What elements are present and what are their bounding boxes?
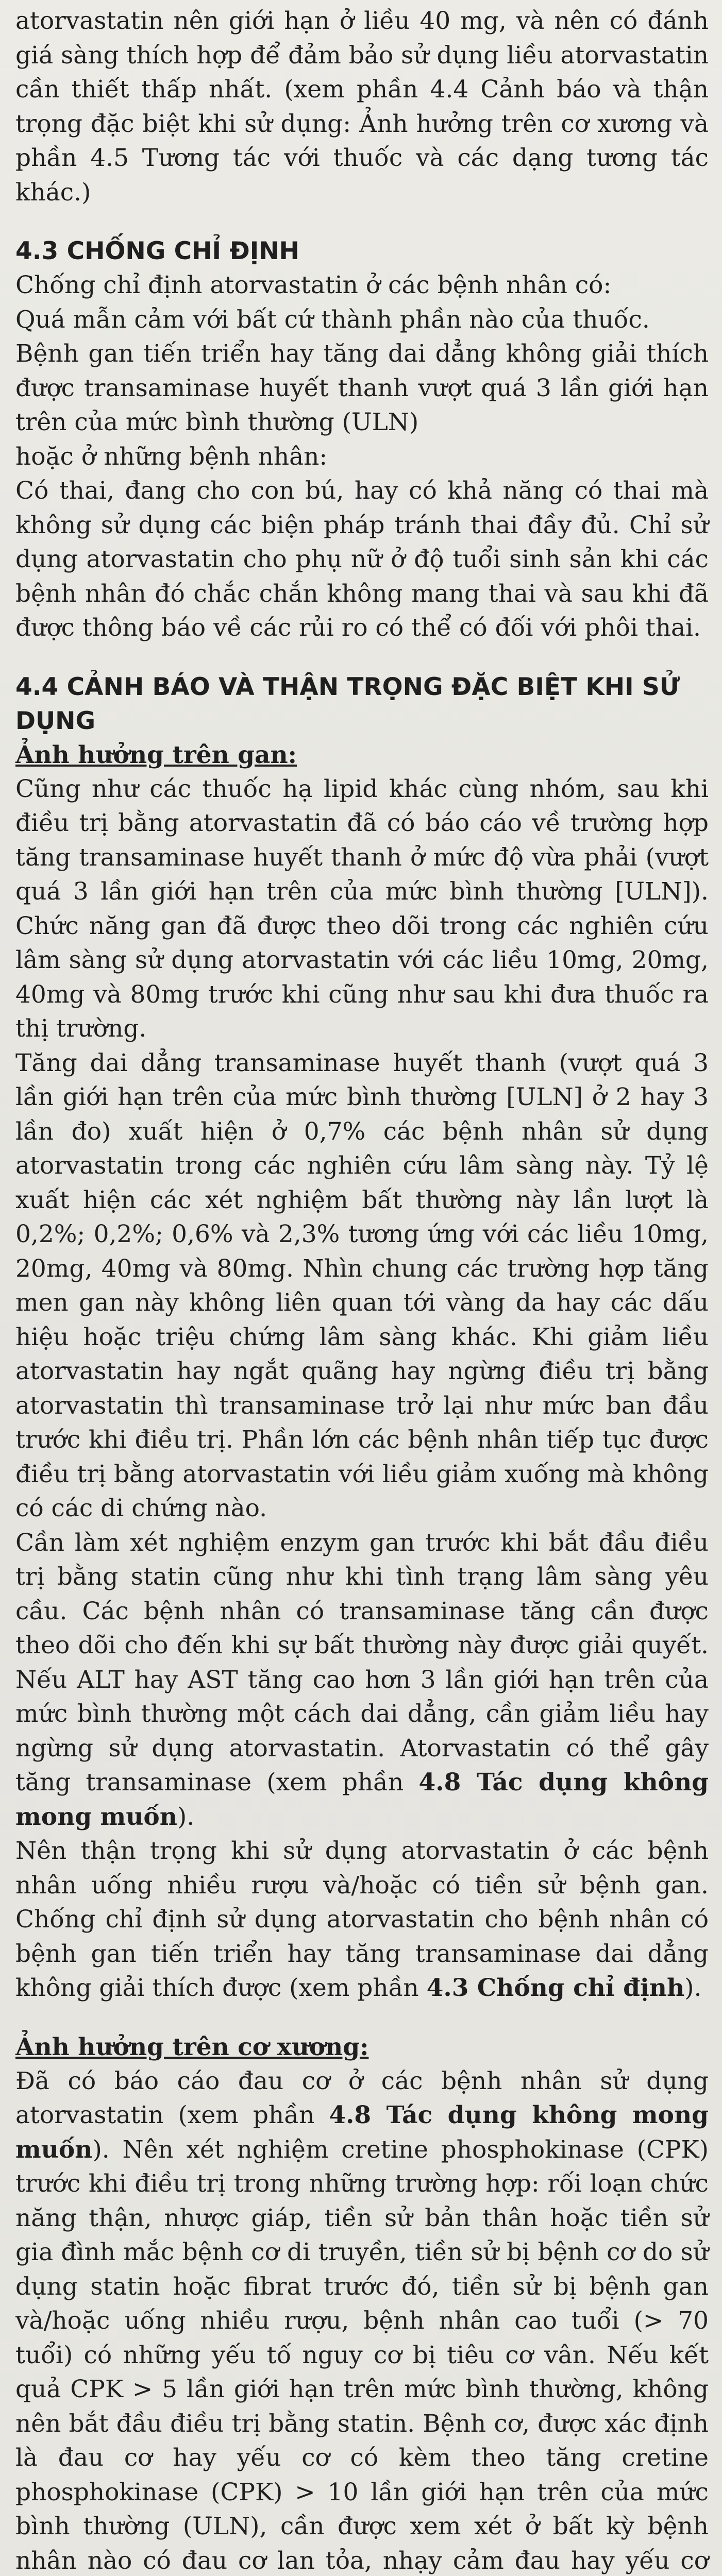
muscle-paragraph-1 xyxy=(15,2064,709,2576)
contraindications-item-1: Quá mẫn cảm với bất cứ thành phần nào của thuốc. xyxy=(15,305,650,334)
muscle-paragraph-1-part-b: ). Nên xét nghiệm cretine phosphokinase (CPK) trước khi điều trị trong những trường hợp: rối loạn chức năng thận, nhược giáp, tiền sử bản thân hoặc tiền sử gia đình mắc bệnh cơ di truyền, tiền sử bị bệnh cơ do sử dụng statin hoặc fibrat trước đó, tiền sử bị bệnh gan và/hoặc uống nhiều rượu, bệnh nhân cao tuổi (> 70 tuổi) có những yếu tố nguy cơ bị tiêu cơ vân. Nếu kết quả CPK > 5 lần giới hạn trên mức bình thường, không nên bắt đầu điều trị bằng statin. Bệnh cơ, được xác định là đau cơ hay yếu cơ có kèm theo tăng cretine phosphokinase (CPK) > 10 lần giới hạn trên của mức bình thường (ULN), cần được xem xét ở bất kỳ bệnh nhân nào có đau cơ lan tỏa, nhạy cảm đau hay yếu cơ xyxy=(15,2135,709,2575)
liver-paragraph-4 xyxy=(15,1834,709,2006)
contraindications-item-3: hoặc ở những bệnh nhân: xyxy=(15,442,328,471)
intro-paragraph: atorvastatin nên giới hạn ở liều 40 mg, và nên có đánh giá sàng thích hợp để đảm bảo sử dụng liều atorvastatin cần thiết thấp nhất. (xem phần 4.4 Cảnh báo và thận trọng đặc biệt khi sử dụng: Ảnh hưởng trên cơ xương và phần 4.5 Tương tác với thuốc và các dạng tương tác khác.) xyxy=(15,7,709,207)
muscle-paragraph-1-reference-1: 4.8 Tác dụng không mong muốn xyxy=(15,2101,709,2164)
liver-paragraph-3 xyxy=(15,1526,709,1835)
liver-paragraph-1: Cũng như các thuốc hạ lipid khác cùng nhóm, sau khi điều trị bằng atorvastatin đã có báo cáo về trường hợp tăng transaminase huyết thanh ở mức độ vừa phải (vượt quá 3 lần giới hạn trên của mức bình thường [ULN]). Chức năng gan đã được theo dõi trong các nghiên cứu lâm sàng sử dụng atorvastatin với các liều 10mg, 20mg, 40mg và 80mg trước khi cũng như sau khi đưa thuốc ra thị trường. xyxy=(15,774,709,1043)
liver-paragraph-3-reference: 4.8 Tác dụng không mong muốn xyxy=(15,1768,709,1831)
muscle-paragraph-1-part-a: Đã có báo cáo đau cơ ở các bệnh nhân sử dụng atorvastatin (xem phần xyxy=(15,2066,709,2129)
muscle-heading: Ảnh hưởng trên cơ xương: xyxy=(15,2032,369,2061)
liver-paragraph-2: Tăng dai dẳng transaminase huyết thanh (vượt quá 3 lần giới hạn trên của mức bình thường [ULN] ở 2 hay 3 lần đo) xuất hiện ở 0,7% các bệnh nhân sử dụng atorvastatin trong các nghiên cứu lâm sàng này. Tỷ lệ xuất hiện các xét nghiệm bất thường này lần lượt là 0,2%; 0,2%; 0,6% và 2,3% tương ứng với các liều 10mg, 20mg, 40mg và 80mg. Nhìn chung các trường hợp tăng men gan này không liên quan tới vàng da hay các dấu hiệu hoặc triệu chứng lâm sàng khác. Khi giảm liều atorvastatin hay ngắt quãng hay ngừng điều trị bằng atorvastatin thì transaminase trở lại như mức ban đầu trước khi điều trị. Phần lớn các bệnh nhân tiếp tục được điều trị bằng atorvastatin với liều giảm xuống mà không có các di chứng nào. xyxy=(15,1048,709,1522)
liver-paragraph-4-end: ). xyxy=(684,1974,702,2002)
liver-paragraph-3-end: ). xyxy=(177,1802,195,1831)
liver-paragraph-4-text: Nên thận trọng khi sử dụng atorvastatin ở các bệnh nhân uống nhiều rượu và/hoặc có tiền sử bệnh gan. Chống chỉ định sử dụng atorvastatin cho bệnh nhân có bệnh gan tiến triển hay tăng transaminase dai dẳng không giải thích được (xem phần xyxy=(15,1837,709,2002)
contraindications-item-2: Bệnh gan tiến triển hay tăng dai dẳng không giải thích được transaminase huyết thanh vượt quá 3 lần giới hạn trên của mức bình thường (ULN) xyxy=(15,340,709,436)
liver-paragraph-4-reference: 4.3 Chống chỉ định xyxy=(426,1974,685,2002)
liver-paragraph-3-text: Cần làm xét nghiệm enzym gan trước khi bắt đầu điều trị bằng statin cũng như khi tình trạng lâm sàng yêu cầu. Các bệnh nhân có transaminase tăng cần được theo dõi cho đến khi sự bất thường này được giải quyết. Nếu ALT hay AST tăng cao hơn 3 lần giới hạn trên của mức bình thường một cách dai dẳng, cần giảm liều hay ngừng sử dụng atorvastatin. Atorvastatin có thể gây tăng transaminase (xem phần xyxy=(15,1528,709,1797)
contraindications-item-4: Có thai, đang cho con bú, hay có khả năng có thai mà không sử dụng các biện pháp tránh thai đầy đủ. Chỉ sử dụng atorvastatin cho phụ nữ ở độ tuổi sinh sản khi các bệnh nhân đó chắc chắn không mang thai và sau khi đã được thông báo về các rủi ro có thể có đối với phôi thai. xyxy=(15,477,709,642)
section-title-warnings: 4.4 CẢNH BÁO VÀ THẬN TRỌNG ĐẶC BIỆT KHI SỬ DỤNG xyxy=(15,672,680,735)
contraindications-lead: Chống chỉ định atorvastatin ở các bệnh nhân có: xyxy=(15,271,612,299)
section-title-contraindications: 4.3 CHỐNG CHỈ ĐỊNH xyxy=(15,237,299,265)
liver-heading: Ảnh hưởng trên gan: xyxy=(15,740,297,769)
